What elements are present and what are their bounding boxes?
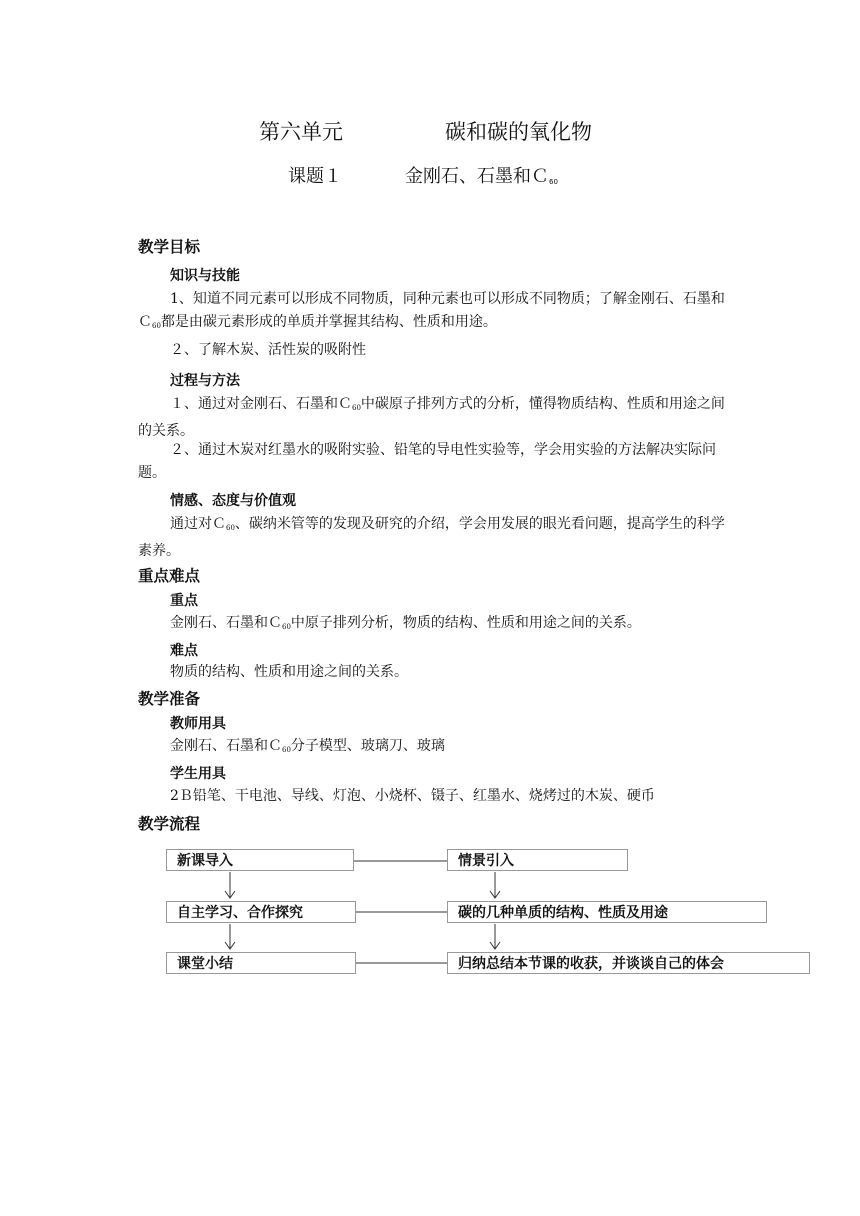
flow-box-intro: 新课导入 — [166, 849, 354, 871]
student-tools-text: 2Ｂ铅笔、干电池、导线、灯泡、小烧杯、镊子、红墨水、烧烤过的木炭、硬币 — [170, 788, 655, 804]
process-heading: 过程与方法 — [170, 373, 240, 389]
emotion-text-sub: 60 — [226, 524, 235, 532]
focus-text-a: 金刚石、石墨和Ｃ — [170, 615, 282, 631]
focus-text-b: 中原子排列分析，物质的结构、性质和用途之间的关系。 — [290, 615, 641, 631]
emotion-text-a: 通过对Ｃ — [170, 516, 226, 532]
teacher-tools-heading: 教师用具 — [170, 716, 226, 732]
process-item-1-a: １、通过对金刚石、石墨和Ｃ — [170, 396, 352, 412]
lesson-label: 课题１ — [288, 166, 342, 187]
lesson-title-main: 金刚石、石墨和Ｃ — [405, 166, 549, 187]
flow-heading: 教学流程 — [138, 815, 201, 833]
emotion-text-b: 、碳纳米管等的发现及研究的介绍，学会用发展的眼光看问题，提高学生的科学素养。 — [138, 516, 725, 559]
difficulty-heading: 难点 — [170, 643, 198, 659]
teacher-tools-sub: 60 — [282, 746, 291, 754]
flow-box-self-study: 自主学习、合作探究 — [166, 901, 356, 923]
flow-box-summary: 课堂小结 — [166, 952, 356, 974]
difficulty-text: 物质的结构、性质和用途之间的关系。 — [170, 664, 408, 680]
flow-box-scenario: 情景引入 — [447, 849, 628, 871]
knowledge-item-1-b: 都是由碳元素形成的单质并掌握其结构、性质和用途。 — [160, 314, 497, 330]
flow-box-reflection: 归纳总结本节课的收获，并谈谈自己的体会 — [447, 952, 810, 974]
preparation-heading: 教学准备 — [138, 690, 201, 708]
process-item-2: ２、通过木炭对红墨水的吸附实验、铅笔的导电性实验等，学会用实验的方法解决实际问题。 — [138, 442, 716, 481]
process-item-1-sub: 60 — [352, 404, 361, 412]
lesson-title-sub: 60 — [549, 178, 558, 186]
process-item-1-b: 中碳原子排列方式的分析，懂得物质结构、性质和用途之间的关系。 — [138, 396, 725, 439]
unit-label: 第六单元 — [259, 120, 343, 144]
student-tools-heading: 学生用具 — [170, 766, 226, 782]
key-points-heading: 重点难点 — [138, 567, 201, 585]
focus-text-sub: 60 — [282, 623, 291, 631]
objectives-heading: 教学目标 — [138, 238, 201, 256]
knowledge-item-1-a: 1、知道不同元素可以形成不同物质，同种元素也可以形成不同物质；了解金刚石、石墨和Ｃ — [138, 291, 725, 330]
teacher-tools-a: 金刚石、石墨和Ｃ — [170, 738, 282, 754]
unit-title: 碳和碳的氧化物 — [445, 120, 592, 144]
flow-box-carbon-forms: 碳的几种单质的结构、性质及用途 — [447, 901, 767, 923]
knowledge-heading: 知识与技能 — [170, 268, 240, 284]
focus-heading: 重点 — [170, 593, 198, 609]
teacher-tools-b: 分子模型、玻璃刀、玻璃 — [290, 738, 445, 754]
emotion-heading: 情感、态度与价值观 — [170, 493, 296, 509]
knowledge-item-2: ２、了解木炭、活性炭的吸附性 — [170, 342, 366, 358]
knowledge-item-1-sub: 60 — [152, 322, 161, 330]
